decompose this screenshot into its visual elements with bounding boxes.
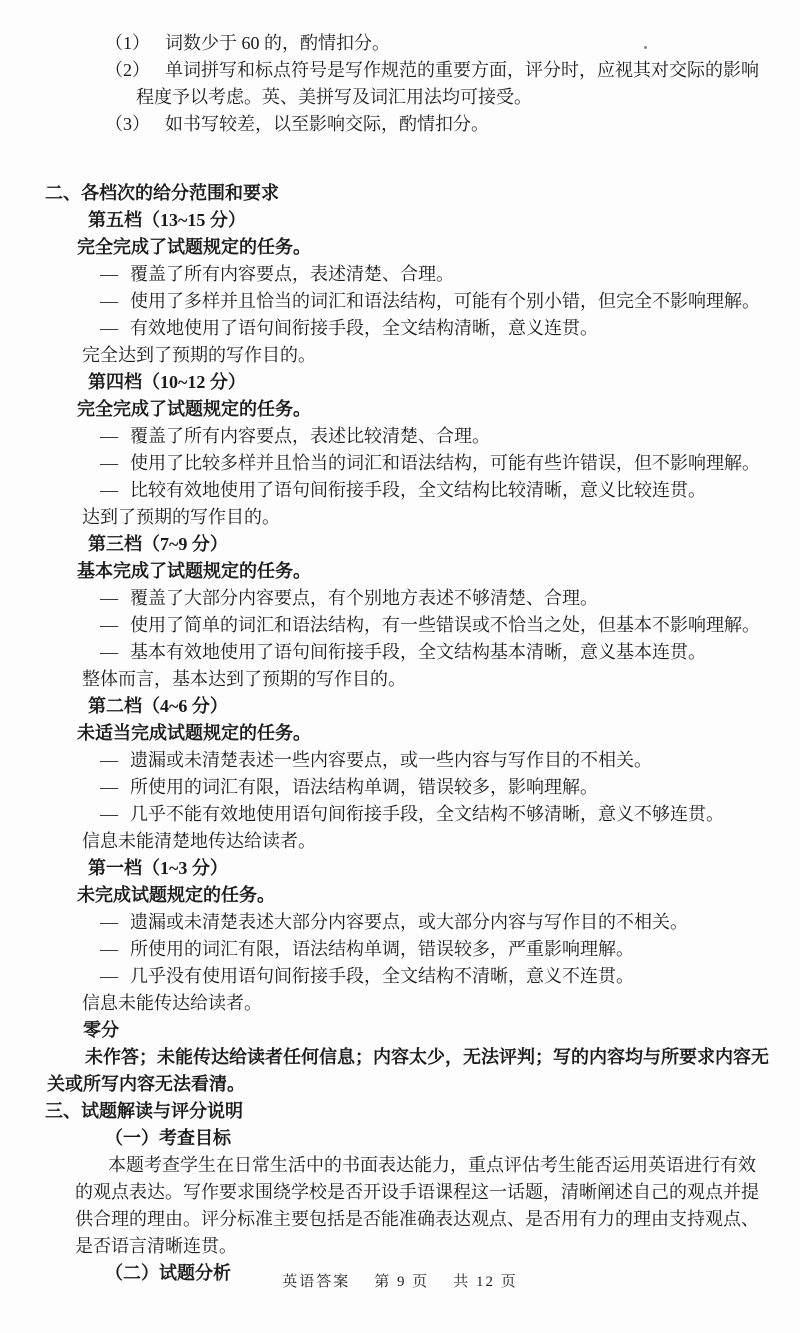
band-summary: 完全达到了预期的写作目的。	[82, 345, 316, 365]
note-text: 词数少于 60 的，酌情扣分。	[165, 33, 390, 53]
band-bullet	[100, 612, 770, 639]
bullet-text: 使用了多样并且恰当的词汇和语法结构，可能有个别小错，但完全不影响理解。	[130, 291, 760, 311]
band-summary: 达到了预期的写作目的。	[82, 507, 280, 527]
dash-marker: —	[100, 480, 118, 500]
band-bullet	[100, 639, 770, 666]
dash-marker: —	[100, 426, 118, 446]
subsection-body-1: 本题考查学生在日常生活中的书面表达能力，重点评估考生能否运用英语进行有效的观点表达。写作要求围绕学校是否开设手语课程这一话题，清晰阐述自己的观点并提供合理的理由。评分标准主要包括是否能准确表达观点、是否用有力的理由支持观点、是否语言清晰连贯。	[75, 1155, 759, 1256]
dash-marker: —	[100, 912, 118, 932]
section2-heading: 二、各档次的给分范围和要求	[45, 183, 279, 203]
zero-score-text: 未作答；未能传达给读者任何信息；内容太少，无法评判；写的内容均与所要求内容无关或所写内容无法看清。	[47, 1047, 769, 1094]
dash-marker: —	[100, 777, 118, 797]
note-text: 单词拼写和标点符号是写作规范的重要方面，评分时，应视其对交际的影响程度予以考虑。英、美拼写及词汇用法均可接受。	[136, 60, 759, 107]
note-label: （2）	[105, 60, 150, 80]
bullet-text: 覆盖了所有内容要点，表述清楚、合理。	[130, 264, 454, 284]
band-title: 第三档（7~9 分）	[88, 534, 228, 554]
dash-marker: —	[100, 615, 118, 635]
footer-doc-title: 英语答案	[282, 1274, 351, 1290]
band-bullet	[100, 585, 770, 612]
subsection-title-2: （二）试题分析	[105, 1263, 231, 1283]
band-title: 第四档（10~12 分）	[88, 372, 246, 392]
note-text: 如书写较差，以至影响交际，酌情扣分。	[165, 114, 489, 134]
bullet-text: 比较有效地使用了语句间衔接手段，全文结构比较清晰，意义比较连贯。	[130, 480, 706, 500]
band-title: 第五档（13~15 分）	[88, 210, 246, 230]
bullet-text: 覆盖了大部分内容要点，有个别地方表述不够清楚、合理。	[130, 588, 598, 608]
band-description: 完全完成了试题规定的任务。	[77, 237, 311, 257]
dash-marker: —	[100, 291, 118, 311]
band-bullet	[100, 261, 770, 288]
note-item	[105, 30, 770, 57]
score-band	[45, 369, 770, 531]
band-bullet	[100, 963, 770, 990]
dash-marker: —	[100, 939, 118, 959]
band-bullet	[100, 747, 770, 774]
bullet-text: 几乎没有使用语句间衔接手段，全文结构不清晰，意义不连贯。	[130, 966, 634, 986]
score-band	[45, 531, 770, 693]
band-bullet	[100, 288, 770, 315]
bullet-text: 几乎不能有效地使用语句间衔接手段，全文结构不够清晰，意义不够连贯。	[130, 804, 724, 824]
band-bullet	[100, 315, 770, 342]
band-description: 未完成试题规定的任务。	[77, 885, 275, 905]
bullet-text: 有效地使用了语句间衔接手段，全文结构清晰，意义连贯。	[130, 318, 598, 338]
band-summary: 整体而言，基本达到了预期的写作目的。	[82, 669, 406, 689]
band-bullet	[100, 936, 770, 963]
band-title: 第一档（1~3 分）	[88, 858, 228, 878]
band-bullet	[100, 423, 770, 450]
zero-score-title: 零分	[83, 1020, 119, 1040]
score-band	[45, 207, 770, 369]
bullet-text: 所使用的词汇有限，语法结构单调，错误较多，影响理解。	[130, 777, 598, 797]
dash-marker: —	[100, 264, 118, 284]
score-band	[45, 693, 770, 855]
dash-marker: —	[100, 966, 118, 986]
bullet-text: 使用了简单的词汇和语法结构，有一些错误或不恰当之处，但基本不影响理解。	[130, 615, 760, 635]
bullet-text: 使用了比较多样并且恰当的词汇和语法结构，可能有些许错误，但不影响理解。	[130, 453, 760, 473]
bullet-text: 基本有效地使用了语句间衔接手段，全文结构基本清晰，意义基本连贯。	[130, 642, 706, 662]
band-summary: 信息未能清楚地传达给读者。	[82, 831, 316, 851]
dash-marker: —	[100, 588, 118, 608]
bullet-text: 遗漏或未清楚表述大部分内容要点，或大部分内容与写作目的不相关。	[130, 912, 688, 932]
band-summary: 信息未能传达给读者。	[82, 993, 262, 1013]
bullet-text: 覆盖了所有内容要点，表述比较清楚、合理。	[130, 426, 490, 446]
band-description: 基本完成了试题规定的任务。	[77, 561, 311, 581]
footer-page-total: 共 12 页	[453, 1274, 518, 1290]
zero-score-band	[45, 1017, 770, 1098]
band-description: 完全完成了试题规定的任务。	[77, 399, 311, 419]
page-footer	[0, 1272, 800, 1292]
dash-marker: —	[100, 642, 118, 662]
note-label: （3）	[105, 114, 150, 134]
band-bullet	[100, 801, 770, 828]
band-bullet	[100, 774, 770, 801]
note-label: （1）	[105, 33, 150, 53]
dash-marker: —	[100, 453, 118, 473]
dash-marker: —	[100, 750, 118, 770]
note-item	[105, 57, 770, 111]
subsection-title-1: （一）考查目标	[105, 1128, 231, 1148]
band-title: 第二档（4~6 分）	[88, 696, 228, 716]
score-band	[45, 855, 770, 1017]
section3-heading: 三、试题解读与评分说明	[45, 1101, 243, 1121]
note-item	[105, 111, 770, 138]
band-description: 未适当完成试题规定的任务。	[77, 723, 311, 743]
bullet-text: 遗漏或未清楚表述一些内容要点，或一些内容与写作目的不相关。	[130, 750, 652, 770]
dash-marker: —	[100, 804, 118, 824]
band-bullet	[100, 477, 770, 504]
bullet-text: 所使用的词汇有限，语法结构单调，错误较多，严重影响理解。	[130, 939, 634, 959]
footer-page-number: 第 9 页	[374, 1274, 430, 1290]
band-bullet	[100, 909, 770, 936]
section-gap	[45, 138, 770, 180]
band-bullet	[100, 450, 770, 477]
dash-marker: —	[100, 318, 118, 338]
